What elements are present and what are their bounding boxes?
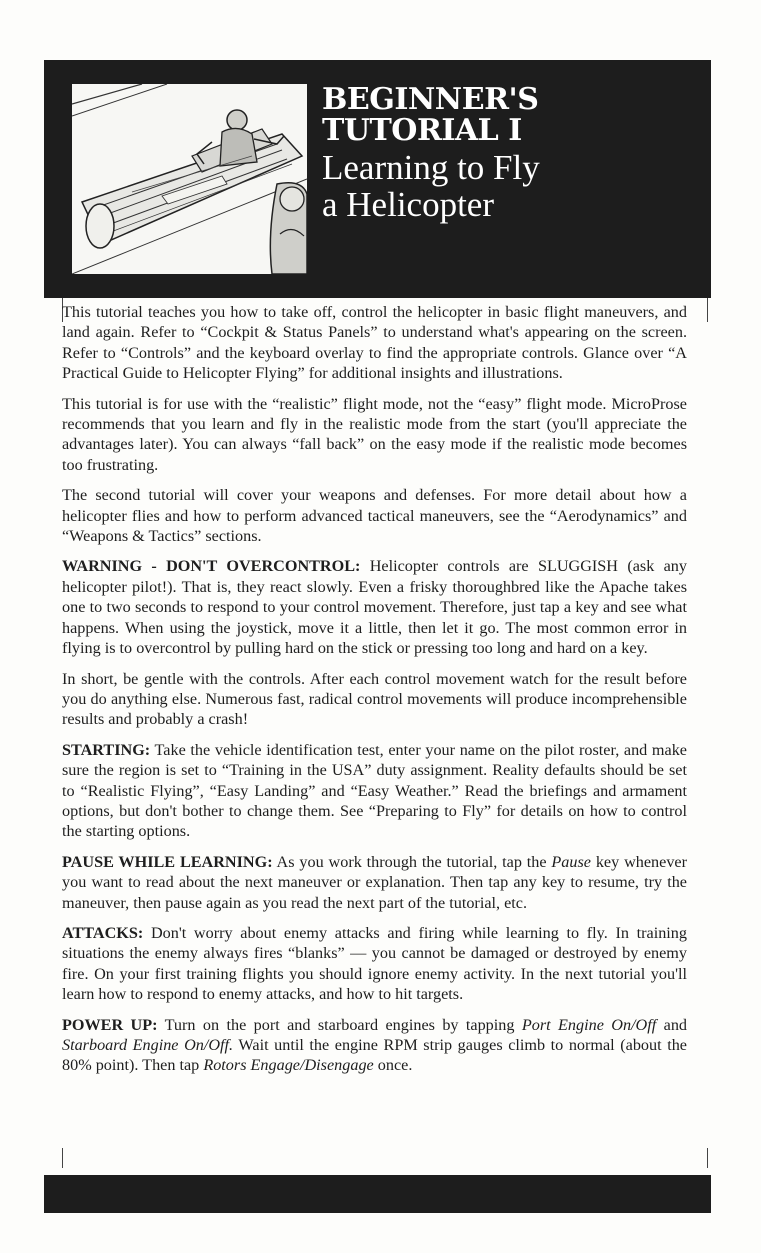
paragraph	[62, 923, 687, 1005]
italic-term: Port Engine On/Off	[521, 1015, 657, 1034]
paragraph-text: Turn on the port and starboard engines by tapping	[157, 1015, 522, 1034]
title-line-1: BEGINNER'S	[322, 82, 539, 117]
title-block	[322, 84, 702, 223]
paragraph-text: This tutorial is for use with the “realistic” flight mode, not the “easy” flight mode. MicroProse recommends that you learn and fly in the realistic mode from the start (you'll appreciate the advantages later). You can always “fall back” on the easy mode if the realistic mode becomes too frustrating.	[62, 394, 687, 474]
footer-band	[44, 1175, 711, 1213]
paragraph	[62, 669, 687, 730]
italic-term: Starboard Engine On/Off.	[62, 1036, 234, 1054]
paragraph-lead: POWER UP:	[62, 1015, 158, 1034]
paragraph-text: once.	[373, 1056, 413, 1075]
paragraph	[62, 556, 687, 658]
paragraph	[62, 740, 687, 842]
subtitle-line-2: a Helicopter	[322, 185, 494, 224]
tutorial-body	[62, 302, 687, 1086]
paragraph-lead: ATTACKS:	[62, 923, 144, 942]
paragraph-text: This tutorial teaches you how to take off, control the helicopter in basic flight maneuvers, and land again. Refer to “Cockpit & Status Panels” to understand what's appearing on the screen. Refer to “Controls” and the keyboard overlay to find the appropriate controls. Glance over “A Practical Guide to Helicopter Flying” for additional insights and illustrations.	[62, 303, 687, 383]
paragraph-text: key whenever you want to read about the next maneuver or explanation. Then tap any key to resume, try the maneuver, then pause again as you read the next part of the tutorial, etc.	[62, 852, 687, 912]
pilot-drawing	[72, 84, 307, 274]
paragraph-text: As you work through the tutorial, tap the	[272, 852, 552, 871]
subtitle-line-1: Learning to Fly	[322, 148, 540, 187]
italic-term: Pause	[551, 852, 591, 871]
paragraph	[62, 485, 687, 546]
paragraph	[62, 394, 687, 476]
paragraph	[62, 852, 687, 913]
pilot-illustration	[72, 84, 307, 274]
paragraph-text: Helicopter controls are SLUGGISH (ask any helicopter pilot!). That is, they react slowly. Even a frisky thoroughbred like the Apache takes one to two seconds to respond to your control movement. Therefore, just tap a key and see what happens. When using the joystick, move it a little, then let it go. The most common error in flying is to overcontrol by pulling hard on the stick or pressing too long and hard on a key.	[62, 557, 687, 658]
paragraph	[62, 1015, 687, 1076]
right-rule	[707, 298, 708, 322]
italic-term: Rotors Engage/Disengage	[203, 1056, 374, 1075]
paragraph-text: Take the vehicle identification test, enter your name on the pilot roster, and make sure the region is set to “Training in the USA” duty assignment. Reality defaults should be set to “Realistic Flying”, “Easy Landing” and “Easy Weather.” Read the briefings and armament options, but don't bother to change them. See “Preparing to Fly” for details on how to control the starting options.	[62, 740, 687, 841]
paragraph	[62, 302, 687, 384]
paragraph-text: The second tutorial will cover your weapons and defenses. For more detail about how a helicopter flies and how to perform advanced tactical maneuvers, see the “Aerodynamics” and “Weapons & Tactics” sections.	[62, 486, 687, 546]
paragraph-text: Wait until the engine RPM strip gauges climb to normal (about the 80% point). Then tap	[62, 1036, 687, 1075]
paragraph-text: and	[656, 1015, 688, 1034]
paragraph-text: In short, be gentle with the controls. After each control movement watch for the result before you do anything else. Numerous fast, radical control movements will produce incomprehensible results and probably a crash!	[62, 669, 687, 729]
paragraph-lead: WARNING - DON'T OVERCONTROL:	[62, 557, 361, 576]
title-line-2: TUTORIAL I	[322, 113, 522, 148]
left-rule-bottom	[62, 1148, 63, 1168]
paragraph-lead: PAUSE WHILE LEARNING:	[62, 852, 273, 871]
paragraph-text: Don't worry about enemy attacks and firing while learning to fly. In training situations the enemy always fires “blanks” — you cannot be damaged or destroyed by enemy fire. On your first training flights you should ignore enemy activity. In the next tutorial you'll learn how to respond to enemy attacks, and how to hit targets.	[62, 923, 687, 1004]
right-rule-bottom	[707, 1148, 708, 1168]
paragraph-lead: STARTING:	[62, 740, 151, 759]
